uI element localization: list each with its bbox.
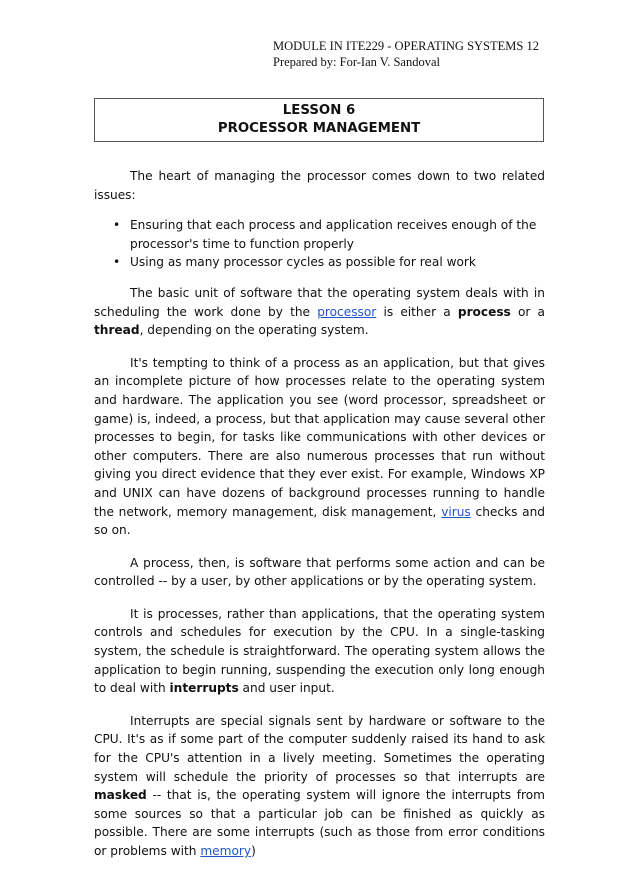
bullet-text: Using as many processor cycles as possible for real work: [130, 255, 476, 270]
text-run: , depending on the operating system.: [139, 323, 369, 338]
text-run: It is processes, rather than applications, that the operating system controls and schedules for execution by the CPU. In a single-tasking system, the schedule is straightforward. The operating system allows the application to begin running, suspending the execution only long enough to deal with: [94, 606, 545, 696]
paragraph-basic-unit: [94, 284, 545, 340]
lesson-title: PROCESSOR MANAGEMENT: [217, 121, 421, 136]
lesson-title-box: [94, 98, 544, 142]
virus-link[interactable]: virus: [441, 504, 471, 519]
text-run: and user input.: [238, 681, 335, 696]
paragraph-interrupts: [94, 712, 545, 861]
document-body: [94, 167, 545, 875]
text-run: ): [251, 844, 256, 858]
process-term: process: [457, 304, 511, 319]
lesson-number: LESSON 6: [282, 103, 356, 118]
module-title: MODULE IN ITE229 - OPERATING SYSTEMS 12: [273, 39, 539, 53]
text-run: is either a: [376, 304, 458, 319]
list-item: [94, 253, 545, 272]
text-run: Interrupts are special signals sent by hardware or software to the CPU. It's as if some part of the computer suddenly raised its hand to ask for the CPU's attention in a lively meeting. Sometimes the operating system will schedule the priority of processes so that interrupts are: [94, 713, 545, 784]
masked-term: masked: [94, 788, 147, 803]
bullet-icon: •: [113, 255, 121, 270]
text-run: The basic unit of software that the operating system deals with in scheduling the work done by the: [94, 285, 545, 319]
bullet-icon: •: [113, 218, 121, 233]
paragraph-process-application: [94, 354, 545, 540]
prepared-by: Prepared by: For-Ian V. Sandoval: [273, 55, 440, 69]
text-run: checks and so on.: [94, 504, 545, 538]
bullet-list: [94, 216, 545, 272]
processor-link[interactable]: processor: [317, 304, 377, 319]
interrupts-term: interrupts: [169, 681, 239, 696]
bullet-text: Ensuring that each process and application receives enough of the processor's time to function properly: [130, 218, 537, 251]
text-run: It's tempting to think of a process as an application, but that gives an incomplete picture of how processes relate to the operating system and hardware. The application you see (word processor, spreadsheet or game) is, indeed, a process, but that application may cause several other processes to begin, for tasks like communications with other devices or other computers. There are also numerous processes that run without giving you direct evidence that they ever exist. For example, Windows XP and UNIX can have dozens of background processes running to handle the network, memory management, disk management,: [94, 355, 545, 519]
list-item: [94, 216, 545, 253]
thread-term: thread: [94, 323, 140, 338]
text-run: -- that is, the operating system will ignore the interrupts from some sources so that a particular job can be finished as quickly as possible. There are some interrupts (such as those from error conditions or problems with: [94, 788, 545, 858]
memory-link[interactable]: memory: [200, 844, 252, 858]
page-header: [273, 38, 539, 70]
paragraph-process-definition: A process, then, is software that performs some action and can be controlled -- by a user, by other applications or by the operating system.: [94, 555, 545, 589]
paragraph-intro: The heart of managing the processor comes down to two related issues:: [94, 169, 545, 202]
text-run: or a: [510, 304, 545, 319]
paragraph-scheduling: [94, 605, 545, 698]
